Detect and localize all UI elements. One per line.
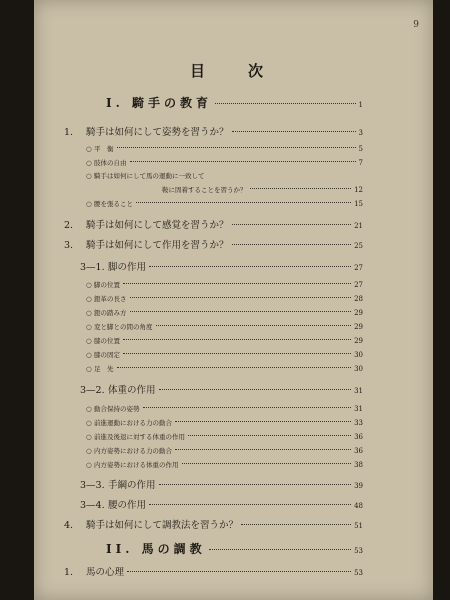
- toc-item: ○ 前進及後退に対する体重の作用 36: [86, 433, 363, 441]
- toc-page: 33: [354, 419, 363, 427]
- toc-label: 体重の作用: [108, 385, 156, 396]
- toc-label: 騎手は如何にして調教法を習うか？: [86, 520, 239, 531]
- toc-label: 内方姿勢における体重の作用: [94, 461, 179, 469]
- toc-item: ○ 平 衡 5: [86, 145, 363, 153]
- leader-dots: [130, 297, 352, 298]
- page-title: 目 次: [189, 62, 277, 80]
- leader-dots: [232, 224, 352, 225]
- toc-section-1: [106, 94, 363, 111]
- toc-number: 3—3.: [80, 480, 105, 491]
- toc-chapter-2: [64, 217, 363, 231]
- leader-dots: [156, 325, 352, 326]
- toc-label: 内方姿勢における力の動合: [94, 447, 172, 455]
- toc-page: 31: [354, 387, 363, 395]
- toc-subchapter-3-1: [80, 259, 363, 273]
- toc-label: 変と脚との間の角度: [94, 323, 153, 331]
- toc-chapter-1: [64, 124, 363, 138]
- leader-dots: [117, 147, 356, 148]
- toc-page: 28: [354, 295, 363, 303]
- book-page: [34, 0, 433, 600]
- leader-dots: [182, 463, 352, 464]
- toc-subchapter-3-3: [80, 477, 363, 491]
- toc-item: ○ 騎手は如何にして馬の運動に一致して: [86, 172, 205, 180]
- toc-page: 36: [354, 433, 363, 441]
- toc-page: 5: [358, 145, 363, 153]
- toc-number: 1.: [64, 127, 74, 138]
- toc-label: 鞍に固着することを習うか？: [162, 186, 247, 194]
- toc-page: 53: [354, 547, 363, 555]
- leader-dots: [130, 311, 352, 312]
- leader-dots: [241, 524, 351, 525]
- leader-dots: [232, 131, 356, 132]
- toc-label: 前進運動における力の動合: [94, 419, 172, 427]
- toc-item: ○ 腰を張ること 15: [86, 200, 363, 208]
- leader-dots: [215, 103, 356, 104]
- leader-dots: [250, 188, 352, 189]
- toc-section-label: I. 騎手の教育: [106, 96, 212, 110]
- leader-dots: [127, 571, 351, 572]
- toc-section-2: [106, 540, 363, 557]
- leader-dots: [175, 421, 351, 422]
- toc-page: 53: [354, 569, 363, 577]
- toc-label: 膝の位置: [94, 337, 120, 345]
- toc-label: 足 先: [94, 365, 114, 373]
- toc-item: ○ 変と脚との間の角度 29: [86, 323, 363, 331]
- leader-dots: [209, 549, 351, 550]
- toc-page: 3: [358, 129, 363, 137]
- toc-item: ○ 膝の固定 30: [86, 351, 363, 359]
- leader-dots: [159, 389, 352, 390]
- toc-page: 31: [354, 405, 363, 413]
- toc-label: 脚の作用: [108, 262, 147, 273]
- toc-label: 肢体の自由: [94, 159, 127, 167]
- toc-label: 膝の固定: [94, 351, 120, 359]
- toc-page: 1: [358, 101, 363, 109]
- toc-item: ○ 脚の位置 27: [86, 281, 363, 289]
- toc-number: 3—4.: [80, 500, 105, 511]
- toc-page: 15: [354, 200, 363, 208]
- toc-label: 動合保持の姿勢: [94, 405, 140, 413]
- toc-label: 騎手は如何にして馬の運動に一致して: [94, 172, 205, 180]
- toc-label: 手綱の作用: [108, 480, 156, 491]
- toc-chapter-ii-1: [64, 564, 363, 578]
- toc-page: 39: [354, 482, 363, 490]
- toc-page: 29: [354, 337, 363, 345]
- toc-label: 前進及後退に対する体重の作用: [94, 433, 185, 441]
- toc-page: 27: [354, 281, 363, 289]
- toc-section-label: II. 馬の調教: [106, 542, 206, 556]
- toc-page: 30: [354, 351, 363, 359]
- leader-dots: [159, 484, 352, 485]
- toc-label: 騎手は如何にして作用を習うか？: [86, 240, 229, 251]
- leader-dots: [123, 353, 351, 354]
- toc-subchapter-3-4: [80, 497, 363, 511]
- toc-page: 12: [354, 186, 363, 194]
- toc-item: ○ 内方姿勢における体重の作用 38: [86, 461, 363, 469]
- toc-label: 鐙の踏み方: [94, 309, 127, 317]
- toc-number: 4.: [64, 520, 74, 531]
- page-number: 9: [413, 20, 419, 30]
- leader-dots: [175, 449, 351, 450]
- toc-page: 27: [354, 264, 363, 272]
- toc-page: 38: [354, 461, 363, 469]
- toc-page: 25: [354, 242, 363, 250]
- toc-subchapter-3-2: [80, 382, 363, 396]
- toc-page: 29: [354, 309, 363, 317]
- toc-item-continued: [162, 185, 363, 194]
- toc-page: 30: [354, 365, 363, 373]
- leader-dots: [123, 283, 351, 284]
- leader-dots: [136, 202, 351, 203]
- toc-label: 平 衡: [94, 145, 114, 153]
- toc-page: 21: [354, 222, 363, 230]
- toc-chapter-4: [64, 517, 363, 531]
- toc-number: 3.: [64, 240, 74, 251]
- toc-item: ○ 鐙の踏み方 29: [86, 309, 363, 317]
- toc-label: 腰の作用: [108, 500, 147, 511]
- leader-dots: [149, 504, 351, 505]
- toc-number: 1.: [64, 567, 74, 578]
- toc-item: ○ 動合保持の姿勢 31: [86, 405, 363, 413]
- leader-dots: [143, 407, 352, 408]
- leader-dots: [149, 266, 351, 267]
- toc-number: 3—2.: [80, 385, 105, 396]
- toc-label: 騎手は如何にして姿勢を習うか？: [86, 127, 229, 138]
- toc-page: 29: [354, 323, 363, 331]
- toc-number: 2.: [64, 220, 74, 231]
- leader-dots: [123, 339, 351, 340]
- toc-item: ○ 肢体の自由 7: [86, 159, 363, 167]
- leader-dots: [232, 244, 352, 245]
- toc-label: 脚の位置: [94, 281, 120, 289]
- toc-page: 7: [358, 159, 363, 167]
- toc-item: ○ 鐙革の長さ 28: [86, 295, 363, 303]
- toc-label: 鐙革の長さ: [94, 295, 127, 303]
- toc-chapter-3: [64, 237, 363, 251]
- toc-item: ○ 足 先 30: [86, 365, 363, 373]
- leader-dots: [117, 367, 352, 368]
- leader-dots: [130, 161, 356, 162]
- toc-number: 3—1.: [80, 262, 105, 273]
- toc-item: ○ 内方姿勢における力の動合 36: [86, 447, 363, 455]
- leader-dots: [188, 435, 351, 436]
- toc-label: 馬の心理: [86, 567, 125, 578]
- toc-label: 腰を張ること: [94, 200, 133, 208]
- toc-item: ○ 膝の位置 29: [86, 337, 363, 345]
- toc-item: ○ 前進運動における力の動合 33: [86, 419, 363, 427]
- toc-page: 48: [354, 502, 363, 510]
- toc-label: 騎手は如何にして感覚を習うか？: [86, 220, 229, 231]
- toc-page: 36: [354, 447, 363, 455]
- toc-page: 51: [354, 522, 363, 530]
